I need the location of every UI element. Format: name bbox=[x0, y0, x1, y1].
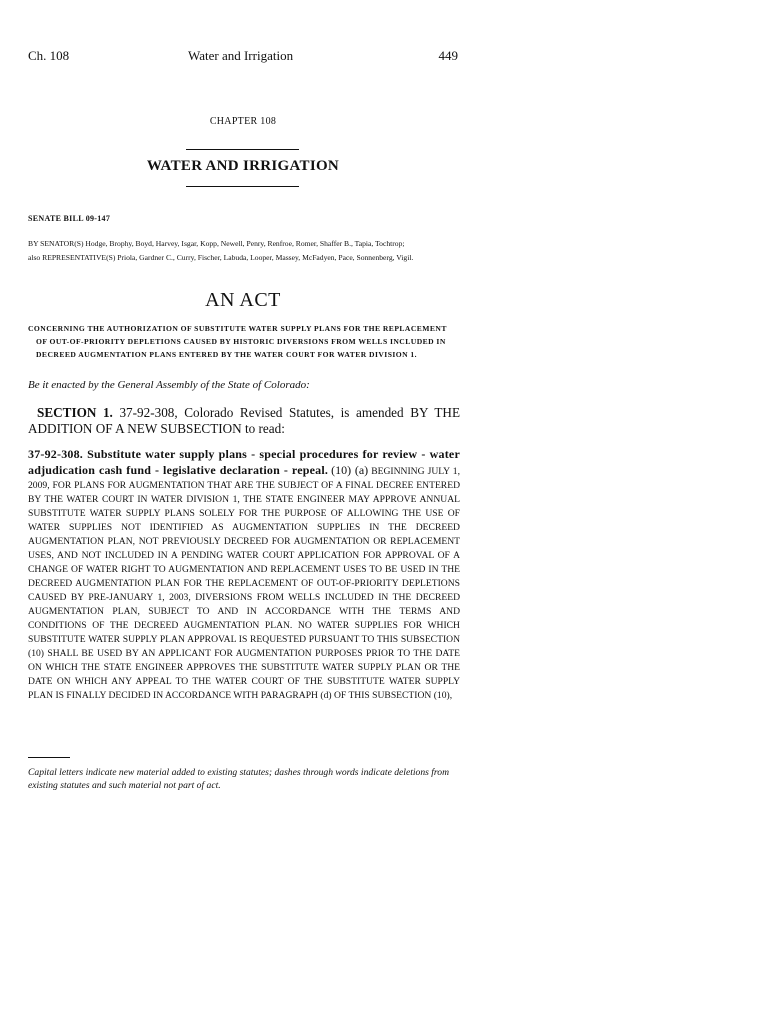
title-rule-top bbox=[186, 149, 299, 150]
act-title: AN ACT bbox=[205, 289, 281, 311]
concerning-line-1: CONCERNING THE AUTHORIZATION OF SUBSTITUTE WATER SUPPLY PLANS FOR THE REPLACEMENT bbox=[28, 324, 447, 333]
statute-heading: 37-92-308. Substitute water supply plans - special procedures for review - water adjudication cash fund - legislative declaration - repeal. bbox=[28, 447, 460, 477]
section-intro bbox=[28, 405, 460, 437]
bill-number: SENATE BILL 09-147 bbox=[28, 214, 111, 223]
section-label: SECTION 1. bbox=[37, 405, 113, 420]
concerning-line-3: DECREED AUGMENTATION PLANS ENTERED BY THE WATER COURT FOR WATER DIVISION 1. bbox=[36, 350, 418, 359]
footnote-rule bbox=[28, 757, 70, 758]
section-text: 37-92-308, Colorado Revised Statutes, is amended BY THE ADDITION OF A NEW SUBSECTION to read: bbox=[28, 405, 460, 436]
concerning-line-2: OF OUT-OF-PRIORITY DEPLETIONS CAUSED BY HISTORIC DIVERSIONS FROM WELLS INCLUDED IN bbox=[36, 337, 446, 346]
act-concerning-clause bbox=[28, 322, 460, 361]
page-number: 449 bbox=[438, 48, 458, 63]
house-sponsors: also REPRESENTATIVE(S) Priola, Gardner C., Curry, Fischer, Labuda, Looper, Massey, McFadyen, Pace, Sonnenberg, Vigil. bbox=[28, 253, 414, 262]
statute-body bbox=[28, 447, 460, 703]
running-title: Water and Irrigation bbox=[188, 48, 294, 63]
footnote: Capital letters indicate new material added to existing statutes; dashes through words indicate deletions from existing statutes and such material not part of act. bbox=[28, 767, 450, 791]
sponsors-block bbox=[28, 237, 460, 265]
chapter-title: WATER AND IRRIGATION bbox=[146, 158, 340, 174]
statute-text: BEGINNING JULY 1, 2009, FOR PLANS FOR AUGMENTATION THAT ARE THE SUBJECT OF A FINAL DECREE ENTERED BY THE WATER COURT IN WATER DIVISION 1, THE STATE ENGINEER MAY APPROVE ANNUAL SUBSTITUTE WATER SUPPLY PLANS SOLELY FOR THE PURPOSE OF ALLOWING THE USE OF WATER SUPPLIES NOT IDENTIFIED AS AUGMENTATION SUPPLIES IN THE DECREED AUGMENTATION PLAN, NOT PREVIOUSLY DECREED FOR AUGMENTATION OR REPLACEMENT USES, AND NOT INCLUDED IN A PENDING WATER COURT APPLICATION FOR APPROVAL OF A CHANGE OF WATER RIGHT TO AUGMENTATION AND REPLACEMENT USES TO BE USED IN THE DECREED AUGMENTATION PLAN FOR THE REPLACEMENT OF OUT-OF-PRIORITY DEPLETIONS CAUSED BY PRE-JANUARY 1, 2003, DIVERSIONS FROM WELLS INCLUDED IN THE DECREED AUGMENTATION PLAN, SUBJECT TO AND IN ACCORDANCE WITH THE TERMS AND CONDITIONS OF THE DECREED AUGMENTATION PLAN. NO WATER SUPPLIES FOR WHICH SUBSTITUTE WATER SUPPLY PLAN APPROVAL IS REQUESTED PURSUANT TO THIS SUBSECTION (10) SHALL BE USED BY AN APPLICANT FOR AUGMENTATION PURPOSES PRIOR TO THE DATE ON WHICH THE STATE ENGINEER APPROVES THE SUBSTITUTE WATER SUPPLY PLAN OR THE DATE ON WHICH ANY APPEAL TO THE WATER COURT OF THE SUBSTITUTE WATER SUPPLY PLAN IS FINALLY DECIDED IN ACCORDANCE WITH PARAGRAPH (d) OF THIS SUBSECTION (10), bbox=[28, 466, 460, 701]
enacting-clause: Be it enacted by the General Assembly of the State of Colorado: bbox=[28, 379, 310, 391]
senate-sponsors: BY SENATOR(S) Hodge, Brophy, Boyd, Harvey, Isgar, Kopp, Newell, Penry, Renfroe, Romer, Shaffer B., Tapia, Tochtrop; bbox=[28, 239, 405, 248]
chapter-reference: Ch. 108 bbox=[28, 48, 70, 63]
subsection-marker: (10) (a) bbox=[331, 463, 369, 477]
chapter-label: CHAPTER 108 bbox=[209, 116, 277, 127]
title-rule-bottom bbox=[186, 186, 299, 187]
